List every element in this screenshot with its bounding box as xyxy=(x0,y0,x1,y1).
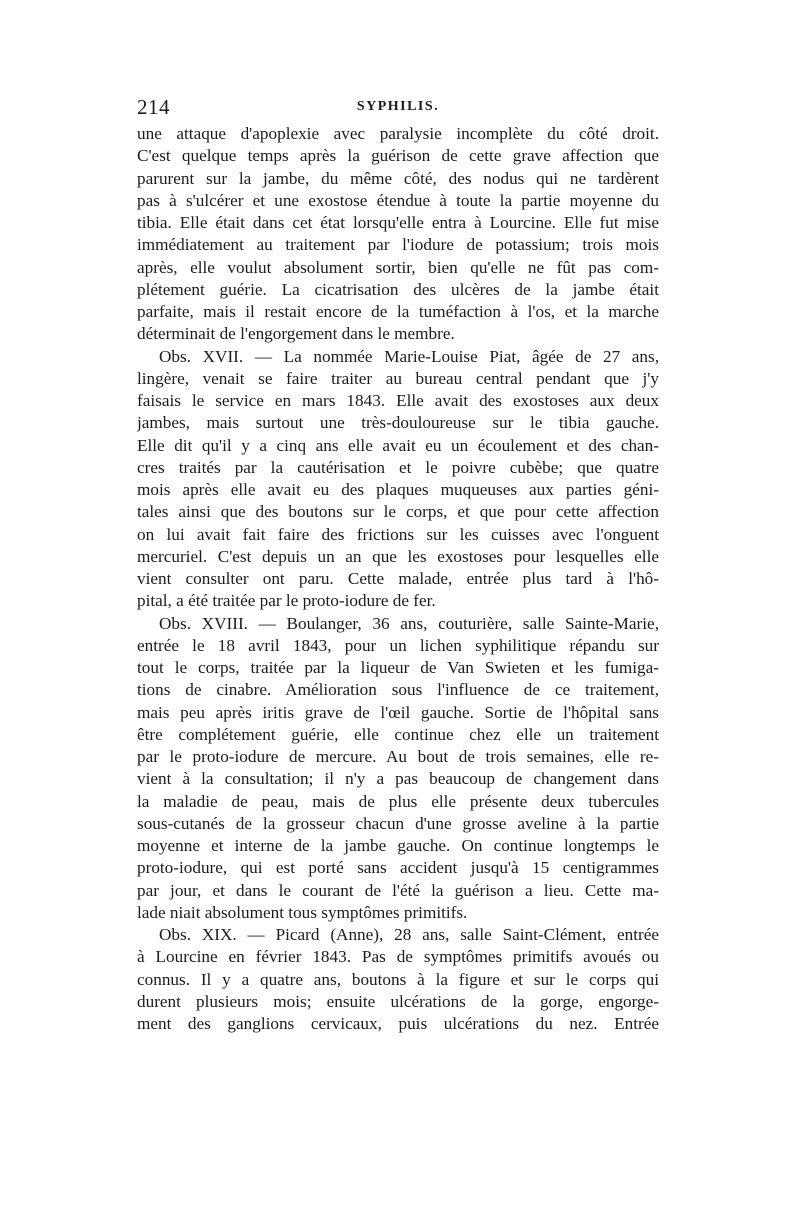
text-line: vient consulter ont paru. Cette malade, entrée plus tard à l'hô- xyxy=(137,569,659,588)
text-line: entrée le 18 avril 1843, pour un lichen syphilitique répandu sur xyxy=(137,635,659,655)
text-line: par jour, et dans le courant de l'été la guérison a lieu. Cette ma- xyxy=(137,880,659,900)
text-line: tales ainsi que des boutons sur le corps, et que pour cette affection xyxy=(137,502,659,522)
text-line: pital, a été traitée par le proto-iodure de fer. xyxy=(137,591,436,611)
text-line: mois après elle avait eu des plaques muqueuses aux parties géni- xyxy=(137,480,659,499)
text-line: parurent sur la jambe, du même côté, des nodus qui ne tardèrent xyxy=(137,168,659,188)
text-line: moyenne et interne de la jambe gauche. On continue longtemps le xyxy=(137,836,659,855)
text-line: ment des ganglions cervicaux, puis ulcérations du nez. Entrée xyxy=(137,1014,659,1033)
text-line: tions de cinabre. Amélioration sous l'influence de ce traitement, xyxy=(137,680,659,700)
text-line: une attaque d'apoplexie avec paralysie incomplète du côté droit. xyxy=(137,124,659,143)
obs-xviii-heading-line: Obs. XVIII. — Boulanger, 36 ans, couturière, salle Sainte-Marie, xyxy=(159,613,659,633)
text-line: proto-iodure, qui est porté sans accident jusqu'à 15 centigrammes xyxy=(137,858,659,878)
text-line: jambes, mais surtout une très-douloureuse sur le tibia gauche. xyxy=(137,413,659,433)
text-line: immédiatement au traitement par l'iodure de potassium; trois mois xyxy=(137,235,659,255)
text-line: sous-cutanés de la grosseur chacun d'une grosse aveline à la partie xyxy=(137,813,659,833)
text-line: C'est quelque temps après la guérison de cette grave affection que xyxy=(137,146,659,166)
text-line: à Lourcine en février 1843. Pas de symptômes primitifs avoués ou xyxy=(137,947,659,967)
text-line: durent plusieurs mois; ensuite ulcérations de la gorge, engorge- xyxy=(137,991,659,1011)
text-line: parfaite, mais il restait encore de la tuméfaction à l'os, et la marche xyxy=(137,302,659,321)
text-line: par le proto-iodure de mercure. Au bout de trois semaines, elle re- xyxy=(137,747,659,766)
running-title: SYPHILIS. xyxy=(356,99,440,114)
text-line: après, elle voulut absolument sortir, bien qu'elle ne fût pas com- xyxy=(137,257,659,277)
text-line: cres traités par la cautérisation et le poivre cubèbe; que quatre xyxy=(137,457,659,477)
page-number: 214 xyxy=(137,95,170,119)
text-line: être complétement guérie, elle continue chez elle un traitement xyxy=(137,724,659,744)
book-page xyxy=(137,95,659,1035)
obs-xvii-heading-line: Obs. XVII. — La nommée Marie-Louise Piat, âgée de 27 ans, xyxy=(159,346,659,366)
text-line: plétement guérie. La cicatrisation des ulcères de la jambe était xyxy=(137,279,659,299)
text-line: la maladie de peau, mais de plus elle présente deux tubercules xyxy=(137,791,659,811)
text-line: on lui avait fait faire des frictions sur les cuisses avec l'onguent xyxy=(137,524,659,544)
text-line: connus. Il y a quatre ans, boutons à la figure et sur le corps qui xyxy=(137,969,659,989)
text-line: lingère, venait se faire traiter au bureau central pendant que j'y xyxy=(137,368,659,388)
text-line: tout le corps, traitée par la liqueur de Van Swieten et les fumiga- xyxy=(137,658,659,677)
text-line: lade niait absolument tous symptômes primitifs. xyxy=(137,902,468,922)
running-head xyxy=(137,95,659,121)
text-line: mercuriel. C'est depuis un an que les exostoses pour lesquelles elle xyxy=(137,546,659,566)
body-text xyxy=(137,123,659,1035)
text-line: vient à la consultation; il n'y a pas beaucoup de changement dans xyxy=(137,769,659,789)
text-line: mais peu après iritis grave de l'œil gauche. Sortie de l'hôpital sans xyxy=(137,702,659,722)
text-line: pas à s'ulcérer et une exostose étendue à toute la partie moyenne du xyxy=(137,190,659,210)
text-line: tibia. Elle était dans cet état lorsqu'elle entra à Lourcine. Elle fut mise xyxy=(137,213,659,232)
text-line: Elle dit qu'il y a cinq ans elle avait eu un écoulement et des chan- xyxy=(137,435,659,455)
text-line: déterminait de l'engorgement dans le membre. xyxy=(137,324,455,344)
obs-xix-heading-line: Obs. XIX. — Picard (Anne), 28 ans, salle Saint-Clément, entrée xyxy=(159,925,659,944)
text-line: faisais le service en mars 1843. Elle avait des exostoses aux deux xyxy=(137,391,659,410)
